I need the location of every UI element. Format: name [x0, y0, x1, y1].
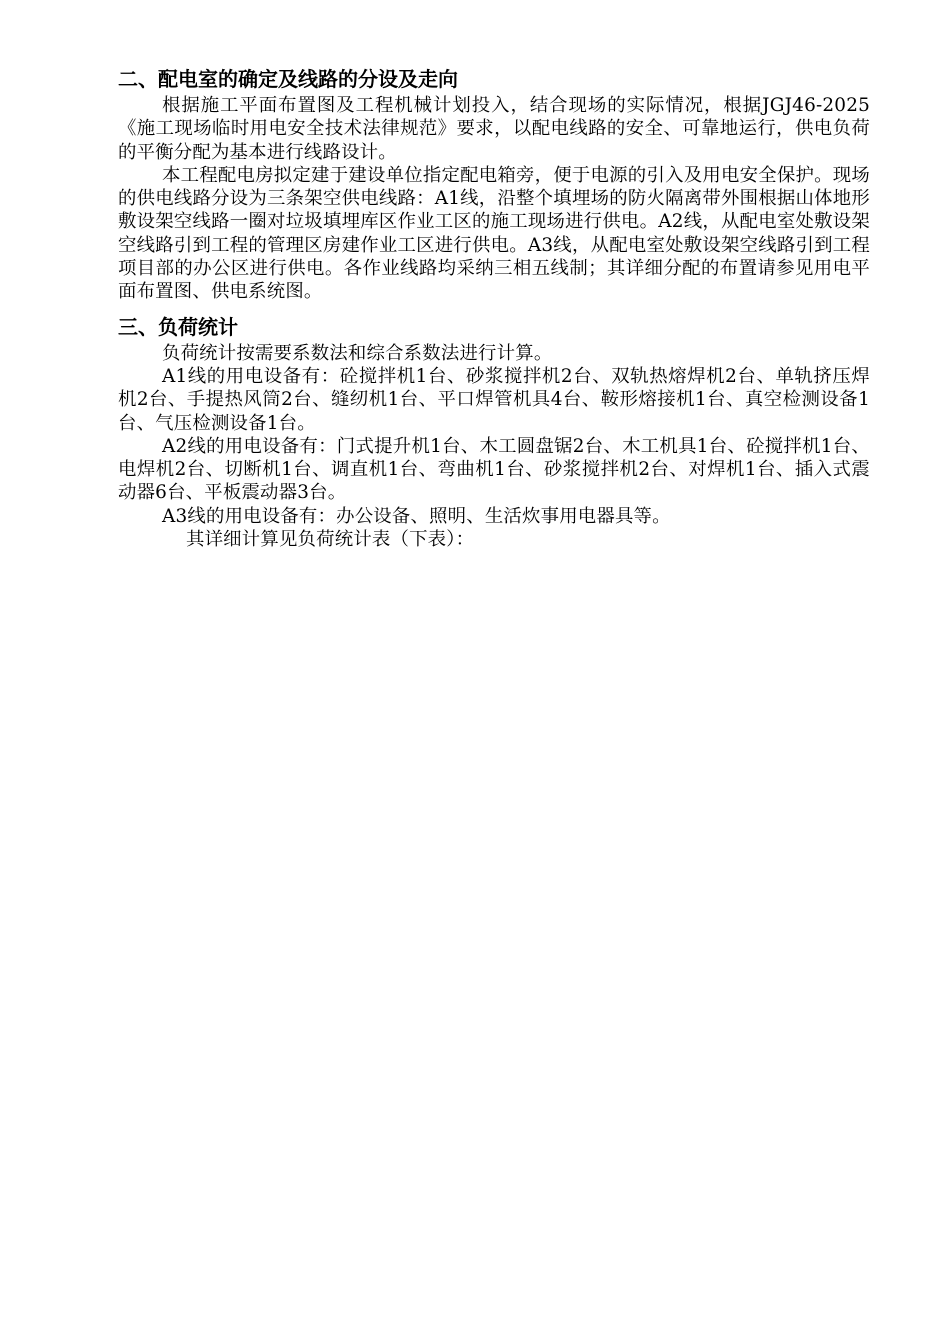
section-power-room: [118, 64, 870, 304]
section-load-statistics: [118, 312, 870, 552]
paragraph: 其详细计算见负荷统计表（下表）：: [186, 529, 475, 551]
section-heading: 二、配电室的确定及线路的分设及走向: [118, 67, 458, 91]
document-page: [118, 64, 870, 551]
paragraph: 根据施工平面布置图及工程机械计划投入，结合现场的实际情况，根据JGJ46-2025《施工现场临时用电安全技术法律规范》要求，以配电线路的安全、可靠地运行，供电负荷的平衡分配为基本进行线路设计。: [118, 95, 870, 163]
paragraph: A1线的用电设备有：砼搅拌机1台、砂浆搅拌机2台、双轨热熔焊机2台、单轨挤压焊机2台、手提热风筒2台、缝纫机1台、平口焊管机具4台、鞍形熔接机1台、真空检测设备1台、气压检测设备1台。: [118, 365, 870, 434]
section-spacer: [118, 304, 870, 312]
paragraph: 负荷统计按需要系数法和综合系数法进行计算。: [162, 342, 553, 364]
section-heading: 三、负荷统计: [118, 314, 238, 339]
paragraph: 本工程配电房拟定建于建设单位指定配电箱旁，便于电源的引入及用电安全保护。现场的供电线路分设为三条架空供电线路：A1线，沿整个填埋场的防火隔离带外围根据山体地形敷设架空线路一圈对垃圾填埋库区作业工区的施工现场进行供电。A2线，从配电室处敷设架空线路引到工程的管理区房建作业工区进行供电。A3线，从配电室处敷设架空线路引到工程项目部的办公区进行供电。各作业线路均采纳三相五线制；其详细分配的布置请参见用电平面布置图、供电系统图。: [118, 164, 870, 303]
paragraph: A2线的用电设备有：门式提升机1台、木工圆盘锯2台、木工机具1台、砼搅拌机1台、电焊机2台、切断机1台、调直机1台、弯曲机1台、砂浆搅拌机2台、对焊机1台、插入式震动器6台、平板震动器3台。: [118, 435, 870, 504]
paragraph: A3线的用电设备有：办公设备、照明、生活炊事用电器具等。: [162, 505, 671, 527]
